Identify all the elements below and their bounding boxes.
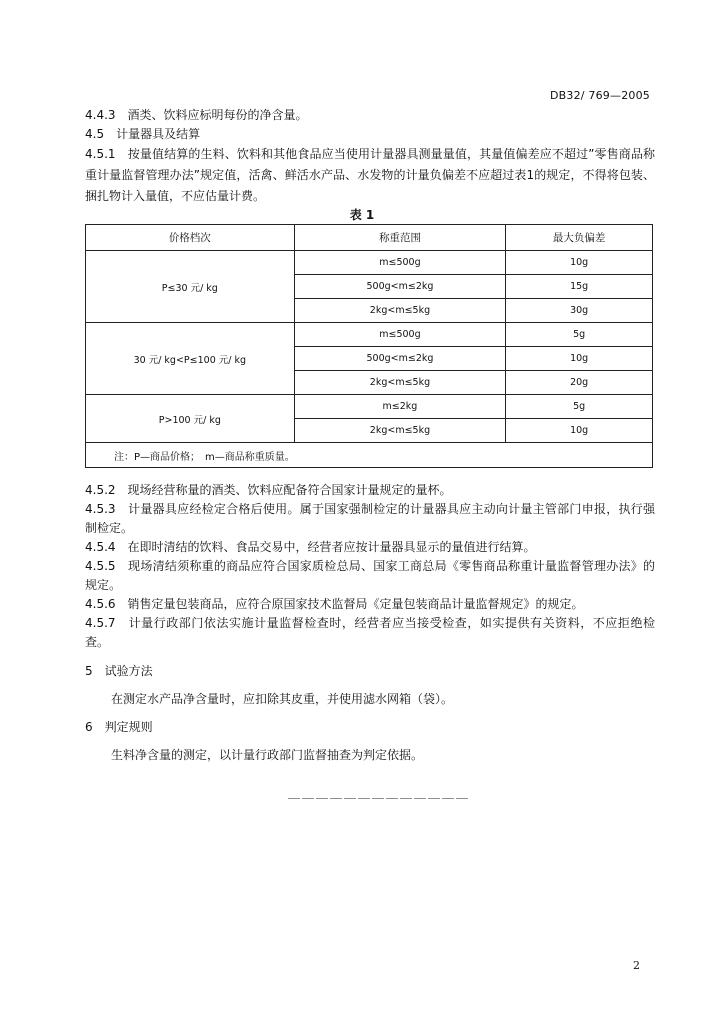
- column-header-price: 价格档次: [86, 225, 295, 251]
- table-row: [86, 251, 653, 275]
- section-6-body: 生料净含量的测定，以计量行政部门监督抽查为判定依据。: [111, 748, 424, 762]
- clause-4-5-heading: 4.5 计量器具及结算: [85, 127, 201, 141]
- clause-4-4-3: 4.4.3 酒类、饮料应标明每份的净含量。: [85, 108, 308, 122]
- end-of-standard-mark: ＿＿＿＿＿＿＿＿＿＿＿＿＿: [288, 786, 471, 800]
- table-note: 注：P—商品价格； m—商品称重质量。: [86, 443, 653, 468]
- weight-range-cell: 2kg<m≤5kg: [294, 299, 506, 323]
- deviation-cell: 10g: [506, 419, 653, 443]
- clause-4-5-1: 4.5.1 按量值结算的生料、饮料和其他食品应当使用计量器具测量量值，其量值偏差应不超过”零售商品称重计量监督管理办法”规定值，活禽、鲜活水产品、水发物的计量负偏差不应超过表1的规定，不得将包装、捆扎物计入量值，不应估量计费。: [85, 147, 655, 203]
- clause-4-5-2: 4.5.2 现场经营称量的酒类、饮料应配备符合国家计量规定的量杯。: [85, 483, 452, 497]
- table-row: [86, 395, 653, 419]
- price-tier-cell: P>100 元/ kg: [86, 395, 295, 443]
- price-tier-cell: 30 元/ kg<P≤100 元/ kg: [86, 323, 295, 395]
- table-header-row: [86, 225, 653, 251]
- weight-range-cell: 2kg<m≤5kg: [294, 419, 506, 443]
- deviation-cell: 5g: [506, 395, 653, 419]
- page-header: DB32/ 769—2005: [549, 89, 650, 102]
- tolerance-table: [85, 224, 653, 468]
- table-caption: 表 1: [349, 208, 375, 222]
- deviation-cell: 15g: [506, 275, 653, 299]
- page-number: 2: [633, 959, 640, 972]
- deviation-cell: 10g: [506, 251, 653, 275]
- clause-4-5-5: 4.5.5 现场清结须称重的商品应符合国家质检总局、国家工商总局《零售商品称重计量监督管理办法》的规定。: [85, 559, 655, 592]
- clause-4-5-7: 4.5.7 计量行政部门依法实施计量监督检查时，经营者应当接受检查，如实提供有关资料，不应拒绝检查。: [85, 616, 655, 649]
- weight-range-cell: 500g<m≤2kg: [294, 347, 506, 371]
- weight-range-cell: m≤500g: [294, 323, 506, 347]
- weight-range-cell: 500g<m≤2kg: [294, 275, 506, 299]
- deviation-cell: 30g: [506, 299, 653, 323]
- weight-range-cell: m≤500g: [294, 251, 506, 275]
- column-header-max-negative-deviation: 最大负偏差: [506, 225, 653, 251]
- weight-range-cell: m≤2kg: [294, 395, 506, 419]
- deviation-cell: 5g: [506, 323, 653, 347]
- clause-4-5-3: 4.5.3 计量器具应经检定合格后使用。属于国家强制检定的计量器具应主动向计量主管部门申报，执行强制检定。: [85, 502, 655, 535]
- section-5-body: 在测定水产品净含量时，应扣除其皮重，并使用滤水网箱（袋）。: [111, 692, 454, 706]
- price-tier-cell: P≤30 元/ kg: [86, 251, 295, 323]
- deviation-cell: 10g: [506, 347, 653, 371]
- clause-4-5-4: 4.5.4 在即时清结的饮料、食品交易中，经营者应按计量器具显示的量值进行结算。: [85, 540, 536, 554]
- table-row: [86, 323, 653, 347]
- column-header-weight-range: 称重范围: [294, 225, 506, 251]
- clause-4-5-6: 4.5.6 销售定量包装商品，应符合原国家技术监督局《定量包装商品计量监督规定》的规定。: [85, 597, 584, 611]
- deviation-cell: 20g: [506, 371, 653, 395]
- section-5-title: 5 试验方法: [85, 664, 153, 678]
- table-note-row: [86, 443, 653, 468]
- weight-range-cell: 2kg<m≤5kg: [294, 371, 506, 395]
- section-6-title: 6 判定规则: [85, 720, 153, 734]
